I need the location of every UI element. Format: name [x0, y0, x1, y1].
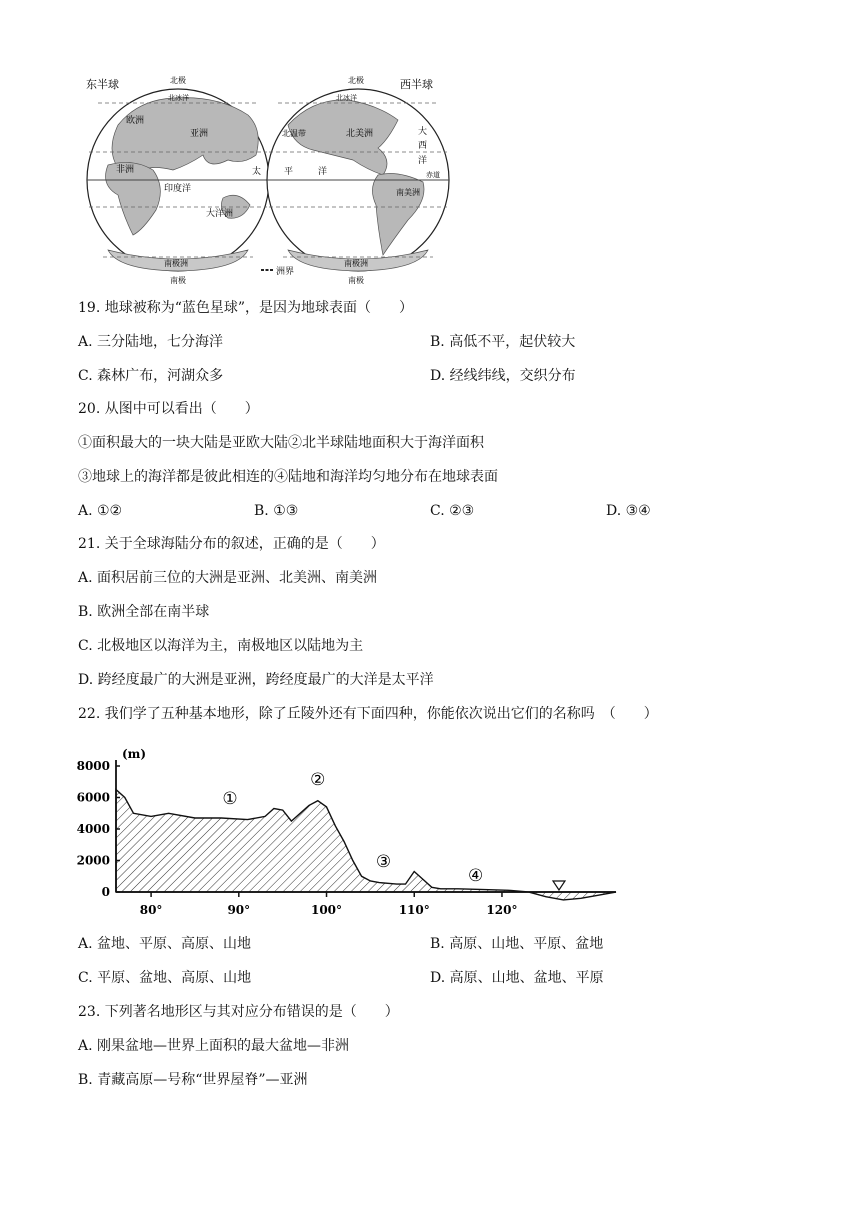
q20-option-b[interactable]: B. ①③ — [254, 503, 299, 519]
continent-boundary-legend-label: 洲界 — [276, 267, 295, 277]
q20-option-d[interactable]: D. ③④ — [606, 503, 651, 519]
x-tick-label: 100° — [310, 903, 343, 917]
q21-option-d[interactable]: D. 跨经度最广的大洲是亚洲，跨经度最广的大洋是太平洋 — [78, 672, 434, 688]
y-tick-label: 2000 — [76, 853, 110, 868]
west-antarctica-label: 南极洲 — [344, 259, 368, 268]
east-hemisphere-label: 东半球 — [86, 78, 119, 91]
sea-level-symbol — [553, 881, 565, 890]
west-north-pole-label: 北极 — [348, 76, 364, 85]
y-tick-label: 0 — [101, 885, 110, 899]
asia-label: 亚洲 — [190, 129, 209, 139]
q23-option-b[interactable]: B. 青藏高原—号称“世界屋脊”—亚洲 — [78, 1072, 308, 1088]
north-temperate-label: 北温带 — [282, 129, 306, 138]
hemisphere-map — [78, 70, 458, 290]
question-20-stem: 20. 从图中可以看出（ ） — [78, 401, 259, 417]
y-axis-ticks — [77, 759, 120, 899]
west-south-pole-label: 南极 — [348, 276, 364, 285]
q20-option-c[interactable]: C. ②③ — [430, 503, 475, 519]
question-19-stem: 19. 地球被称为“蓝色星球”，是因为地球表面（ ） — [78, 300, 414, 316]
q19-option-b[interactable]: B. 高低不平，起伏较大 — [430, 334, 576, 350]
ping-label: 平 — [284, 167, 294, 177]
q19-option-c[interactable]: C. 森林广布，河湖众多 — [78, 368, 224, 384]
y-axis-unit-label: (m) — [122, 747, 147, 761]
question-23-stem: 23. 下列著名地形区与其对应分布错误的是（ ） — [78, 1004, 399, 1020]
indian-ocean-label: 印度洋 — [164, 184, 192, 194]
west-arctic-ocean-label: 北冰洋 — [336, 94, 357, 102]
atlantic-char-1: 大 — [418, 127, 428, 137]
y-tick-label: 6000 — [76, 790, 110, 805]
y-tick-label: 8000 — [76, 759, 110, 773]
q22-option-a[interactable]: A. 盆地、平原、高原、山地 — [78, 936, 252, 952]
oceania-label: 大洋洲 — [206, 209, 234, 219]
atlantic-char-3: 洋 — [418, 156, 428, 166]
north-america-label: 北美洲 — [346, 129, 374, 139]
terrain-marker-2: ② — [310, 769, 326, 790]
east-south-pole-label: 南极 — [170, 276, 186, 285]
terrain-profile-svg — [76, 742, 636, 927]
q20-statement-line-2: ③地球上的海洋都是彼此相连的④陆地和海洋均匀地分布在地球表面 — [78, 469, 498, 485]
atlantic-char-2: 西 — [418, 141, 428, 151]
terrain-marker-4: ④ — [468, 865, 484, 886]
q21-option-b[interactable]: B. 欧洲全部在南半球 — [78, 604, 210, 620]
europe-label: 欧洲 — [126, 116, 145, 126]
yang-label: 洋 — [318, 167, 328, 177]
east-arctic-ocean-label: 北冰洋 — [168, 94, 189, 102]
terrain-profile-area — [116, 790, 616, 900]
x-axis-ticks — [140, 892, 518, 917]
hemisphere-map-svg — [78, 70, 458, 290]
africa-label: 非洲 — [116, 165, 135, 175]
q20-statement-line-1: ①面积最大的一块大陆是亚欧大陆②北半球陆地面积大于海洋面积 — [78, 435, 484, 451]
q21-option-c[interactable]: C. 北极地区以海洋为主，南极地区以陆地为主 — [78, 638, 364, 654]
x-tick-label: 80° — [139, 903, 163, 917]
question-21-stem: 21. 关于全球海陆分布的叙述，正确的是（ ） — [78, 536, 385, 552]
q20-option-a[interactable]: A. ①② — [78, 503, 123, 519]
q22-option-b[interactable]: B. 高原、山地、平原、盆地 — [430, 936, 604, 952]
terrain-profile-chart — [76, 742, 636, 927]
y-tick-label: 4000 — [76, 822, 110, 836]
x-tick-label: 110° — [398, 903, 430, 917]
x-tick-label: 90° — [227, 903, 251, 917]
south-america-label: 南美洲 — [396, 188, 420, 197]
west-hemisphere-label: 西半球 — [400, 78, 433, 91]
x-tick-label: 120° — [486, 903, 518, 917]
terrain-marker-3: ③ — [375, 851, 392, 872]
q21-option-a[interactable]: A. 面积居前三位的大洲是亚洲、北美洲、南美洲 — [78, 570, 378, 586]
q22-option-d[interactable]: D. 高原、山地、盆地、平原 — [430, 970, 604, 986]
east-antarctica-label: 南极洲 — [164, 259, 188, 268]
question-22-stem: 22. 我们学了五种基本地形，除了丘陵外还有下面四种，你能依次说出它们的名称吗 （ ） — [78, 706, 658, 722]
q23-option-a[interactable]: A. 刚果盆地—世界上面积的最大盆地—非洲 — [78, 1038, 350, 1054]
terrain-marker-1: ① — [222, 788, 238, 809]
q19-option-a[interactable]: A. 三分陆地，七分海洋 — [78, 334, 224, 350]
q22-option-c[interactable]: C. 平原、盆地、高原、山地 — [78, 970, 252, 986]
tai-label: 太 — [252, 167, 262, 177]
equator-label: 赤道 — [426, 171, 440, 179]
q19-option-d[interactable]: D. 经线纬线，交织分布 — [430, 368, 576, 384]
east-north-pole-label: 北极 — [170, 76, 186, 85]
